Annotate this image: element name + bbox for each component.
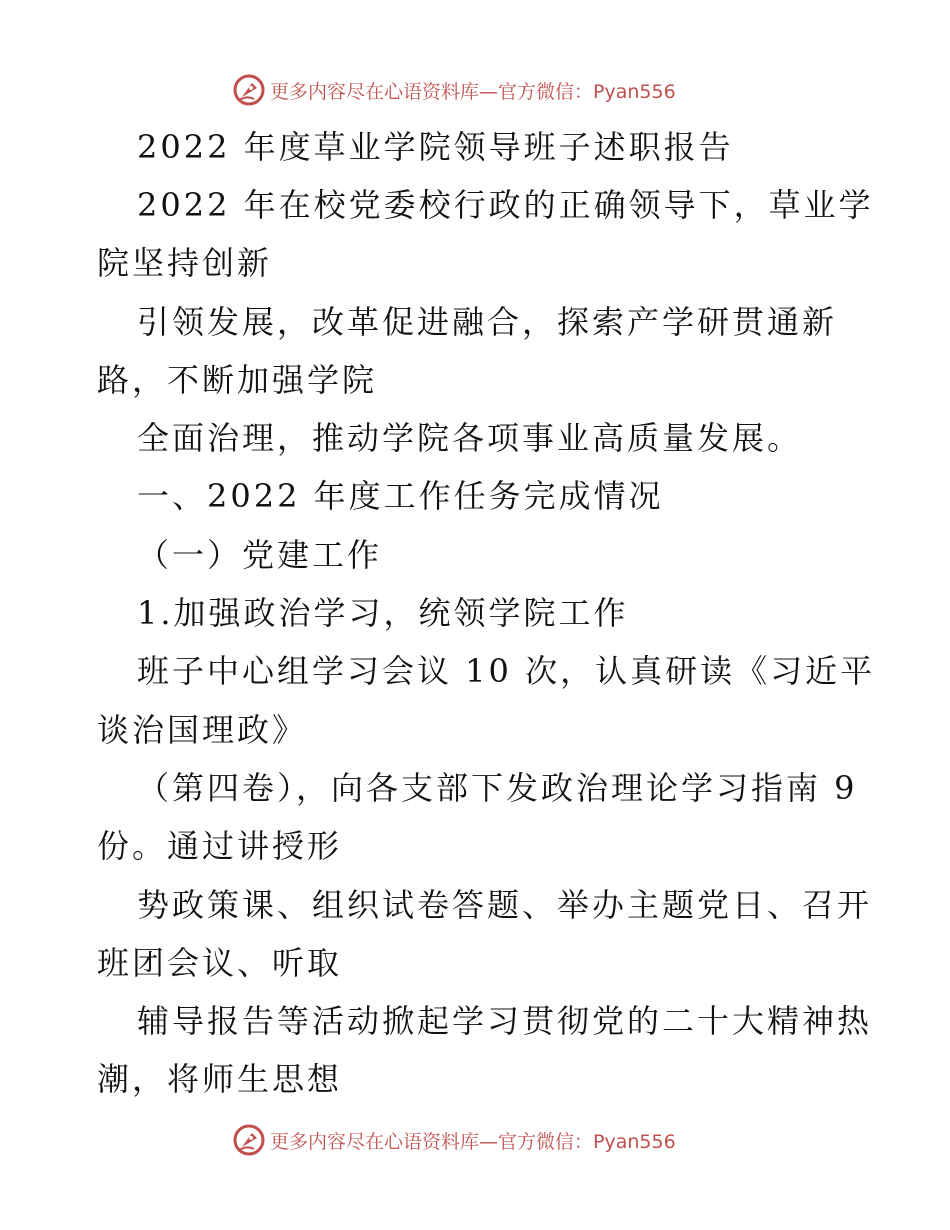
subsection-heading: （一）党建工作 <box>137 536 383 574</box>
watermark-banner-top <box>232 73 676 107</box>
watermark-text: 更多内容尽在心语资料库—官方微信：Pyan556 <box>270 1130 676 1153</box>
item-heading: 1.加强政治学习，统领学院工作 <box>137 594 629 632</box>
paragraph-line: 引领发展，改革促进融合，探索产学研贯通新 <box>137 303 838 341</box>
paragraph-line: 2022 年在校党委校行政的正确领导下，草业学 <box>137 186 874 224</box>
pen-nib-logo-icon <box>232 1123 266 1157</box>
paragraph-line: 班团会议、听取 <box>97 944 343 982</box>
paragraph-line: 院坚持创新 <box>97 244 273 282</box>
section-heading: 一、2022 年度工作任务完成情况 <box>137 477 664 515</box>
paragraph-line: 潮，将师生思想 <box>97 1060 343 1098</box>
paragraph-line: 路，不断加强学院 <box>97 361 378 399</box>
paragraph-line: 势政策课、组织试卷答题、举办主题党日、召开 <box>137 886 873 924</box>
pen-nib-logo-icon <box>232 73 266 107</box>
paragraph-line: 辅导报告等活动掀起学习贯彻党的二十大精神热 <box>137 1002 873 1040</box>
paragraph-line: 谈治国理政》 <box>97 711 308 749</box>
paragraph-line: 份。通过讲授形 <box>97 827 343 865</box>
watermark-banner-bottom <box>232 1123 676 1157</box>
paragraph-line: 班子中心组学习会议 10 次，认真研读《习近平 <box>137 652 876 690</box>
watermark-text: 更多内容尽在心语资料库—官方微信：Pyan556 <box>270 80 676 103</box>
document-title: 2022 年度草业学院领导班子述职报告 <box>137 128 734 166</box>
paragraph-line: （第四卷），向各支部下发政治理论学习指南 9 <box>137 769 858 807</box>
paragraph-line: 全面治理，推动学院各项事业高质量发展。 <box>137 419 803 457</box>
